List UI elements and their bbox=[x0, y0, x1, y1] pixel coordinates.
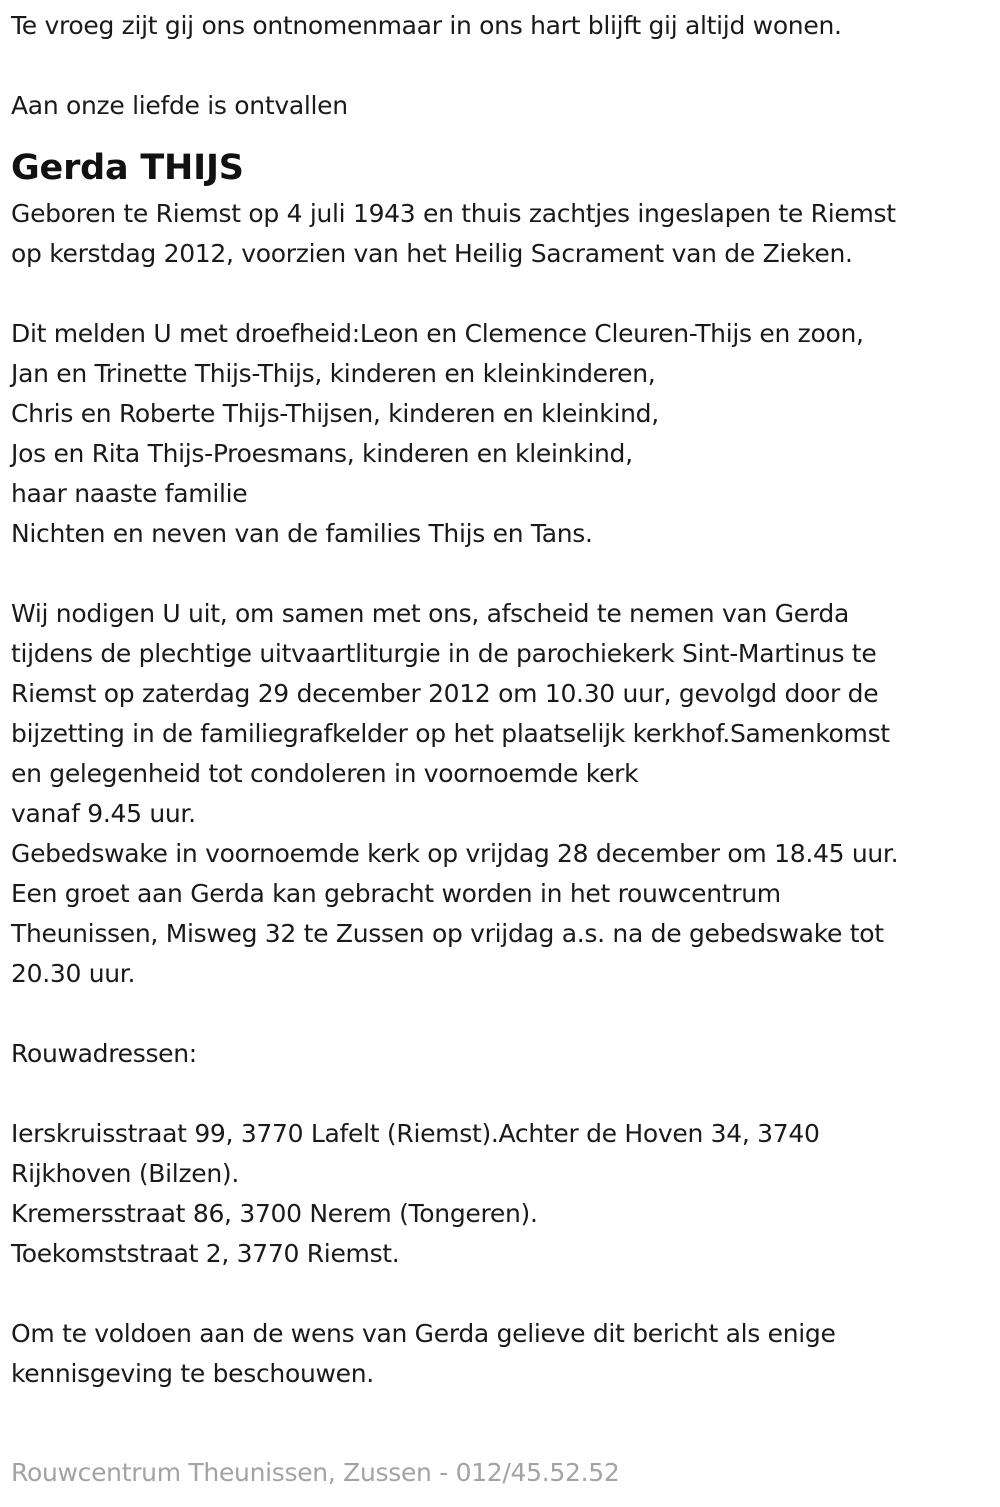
paragraph-line: Geboren te Riemst op 4 juli 1943 en thuis zachtjes ingeslapen te Riemst bbox=[11, 199, 896, 228]
family-line: Dit melden U met droefheid:Leon en Clemence Cleuren-Thijs en zoon, bbox=[11, 319, 864, 348]
ceremony-line: bijzetting in de familiegrafkelder op het plaatselijk kerkhof.Samenkomst bbox=[11, 719, 890, 748]
address-line: Kremersstraat 86, 3700 Nerem (Tongeren). bbox=[11, 1199, 538, 1228]
ceremony-paragraph bbox=[11, 594, 986, 994]
spacer bbox=[11, 1074, 986, 1114]
closing-line: kennisgeving te beschouwen. bbox=[11, 1359, 374, 1388]
family-line: haar naaste familie bbox=[11, 479, 248, 508]
ceremony-line: 20.30 uur. bbox=[11, 959, 136, 988]
addresses-heading: Rouwadressen: bbox=[11, 1039, 197, 1068]
funeral-home-footer: Rouwcentrum Theunissen, Zussen - 012/45.52.52 bbox=[11, 1458, 620, 1487]
spacer bbox=[11, 994, 986, 1034]
family-line: Jan en Trinette Thijs-Thijs, kinderen en kleinkinderen, bbox=[11, 359, 656, 388]
addresses-list bbox=[11, 1114, 986, 1274]
closing-paragraph bbox=[11, 1314, 986, 1394]
closing-line: Om te voldoen aan de wens van Gerda gelieve dit bericht als enige bbox=[11, 1319, 836, 1348]
spacer bbox=[11, 46, 986, 86]
family-line: Nichten en neven van de families Thijs en Tans. bbox=[11, 519, 593, 548]
ceremony-line: Theunissen, Misweg 32 te Zussen op vrijdag a.s. na de gebedswake tot bbox=[11, 919, 884, 948]
ceremony-line: en gelegenheid tot condoleren in voornoemde kerk bbox=[11, 759, 639, 788]
spacer bbox=[11, 274, 986, 314]
address-line: Rijkhoven (Bilzen). bbox=[11, 1159, 239, 1188]
spacer bbox=[11, 1274, 986, 1314]
ceremony-line: tijdens de plechtige uitvaartliturgie in de parochiekerk Sint-Martinus te bbox=[11, 639, 877, 668]
ceremony-line: Wij nodigen U uit, om samen met ons, afscheid te nemen van Gerda bbox=[11, 599, 849, 628]
ceremony-line: Gebedswake in voornoemde kerk op vrijdag 28 december om 18.45 uur. bbox=[11, 839, 899, 868]
family-line: Jos en Rita Thijs-Proesmans, kinderen en kleinkind, bbox=[11, 439, 633, 468]
paragraph-line: op kerstdag 2012, voorzien van het Heilig Sacrament van de Zieken. bbox=[11, 239, 853, 268]
lead-text: Aan onze liefde is ontvallen bbox=[11, 91, 348, 120]
family-line: Chris en Roberte Thijs-Thijsen, kinderen en kleinkind, bbox=[11, 399, 659, 428]
address-line: Ierskruisstraat 99, 3770 Lafelt (Riemst).Achter de Hoven 34, 3740 bbox=[11, 1119, 820, 1148]
ceremony-line: Riemst op zaterdag 29 december 2012 om 10.30 uur, gevolgd door de bbox=[11, 679, 879, 708]
family-paragraph bbox=[11, 314, 986, 554]
ceremony-line: vanaf 9.45 uur. bbox=[11, 799, 196, 828]
spacer bbox=[11, 554, 986, 594]
ceremony-line: Een groet aan Gerda kan gebracht worden in het rouwcentrum bbox=[11, 879, 781, 908]
deceased-name: Gerda THIJS bbox=[11, 148, 244, 188]
death-notice bbox=[11, 6, 986, 1394]
birth-death-paragraph bbox=[11, 194, 986, 274]
address-line: Toekomststraat 2, 3770 Riemst. bbox=[11, 1239, 400, 1268]
motto-text: Te vroeg zijt gij ons ontnomenmaar in ons hart blijft gij altijd wonen. bbox=[11, 11, 842, 40]
